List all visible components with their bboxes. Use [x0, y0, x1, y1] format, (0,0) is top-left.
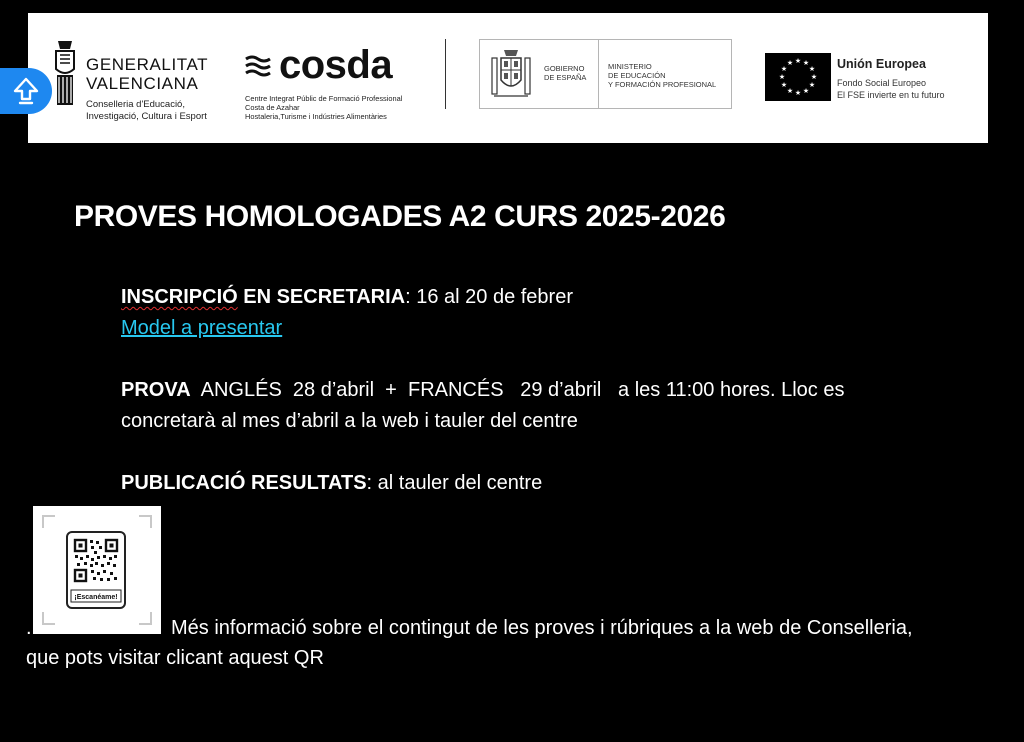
svg-text:★: ★ — [780, 65, 788, 73]
ministerio-line3: Y FORMACIÓN PROFESIONAL — [608, 80, 717, 89]
cosda-logo — [243, 43, 423, 123]
union-europea-logo — [765, 53, 975, 103]
gobierno-separator — [598, 40, 599, 108]
eu-sub-line1: Fondo Social Europeo — [837, 78, 927, 88]
prova-label: PROVA — [121, 379, 191, 401]
spacer — [121, 344, 981, 375]
cosda-sub-line1: Centre Integrat Públic de Formació Professional — [245, 94, 403, 103]
svg-text:★: ★ — [794, 89, 802, 97]
content-section — [121, 282, 981, 499]
inscripcio-value: : 16 al 20 de febrer — [405, 286, 573, 308]
ministerio-line2: DE EDUCACIÓN — [608, 71, 666, 80]
prova-text-line2: concretarà al mes d’abril a la web i tauler del centre — [121, 410, 578, 432]
eu-flag-icon — [765, 53, 831, 101]
eu-title: Unión Europea — [837, 57, 926, 71]
gobierno-espana-logo — [479, 39, 732, 109]
svg-text:★: ★ — [808, 81, 816, 89]
prova-row — [121, 375, 981, 406]
arrow-up-icon — [13, 77, 39, 105]
svg-text:★: ★ — [802, 87, 810, 95]
publicacio-label: PUBLICACIÓ RESULTATS — [121, 472, 367, 494]
publicacio-row — [121, 468, 981, 499]
svg-text:★: ★ — [780, 81, 788, 89]
gva-title-line2: VALENCIANA — [86, 74, 199, 93]
logo-divider — [445, 39, 446, 109]
qr-code-card[interactable] — [33, 506, 161, 634]
model-link[interactable]: Model a presentar — [121, 317, 283, 339]
gobierno-line2: DE ESPAÑA — [544, 73, 587, 82]
gva-sub-line1: Conselleria d'Educació, — [86, 99, 185, 110]
inscripcio-label: INSCRIPCIÓ — [121, 286, 238, 308]
inscripcio-label-rest: EN SECRETARIA — [237, 286, 406, 308]
qr-info-line1: Més informació sobre el contingut de les proves i rúbriques a la web de Conselleria, — [171, 617, 913, 639]
qr-info-line2: que pots visitar clicant aquest QR — [26, 647, 324, 669]
waves-icon — [245, 55, 271, 77]
gva-title-line1: GENERALITAT — [86, 55, 209, 74]
gva-sub-line2: Investigació, Cultura i Esport — [86, 111, 207, 122]
header-logos-banner — [28, 13, 988, 143]
ministerio-line1: MINISTERIO — [608, 62, 652, 71]
qr-code-icon — [33, 506, 161, 634]
eu-sub-line2: El FSE invierte en tu futuro — [837, 90, 945, 100]
inscripcio-row — [121, 282, 981, 313]
gobierno-line1: GOBIERNO — [544, 64, 585, 73]
svg-text:★: ★ — [778, 73, 786, 81]
scroll-up-button[interactable] — [0, 68, 52, 114]
cosda-wordmark: cosda — [279, 43, 393, 87]
coat-of-arms-icon — [488, 46, 534, 102]
svg-text:★: ★ — [786, 59, 794, 67]
qr-caption: ¡Escanéame! — [74, 594, 118, 601]
generalitat-valenciana-logo — [52, 39, 222, 125]
page-title: PROVES HOMOLOGADES A2 CURS 2025-2026 — [74, 200, 726, 233]
generalitat-emblem-icon — [52, 39, 78, 107]
svg-text:★: ★ — [786, 87, 794, 95]
leading-dot: . — [26, 617, 32, 639]
svg-text:★: ★ — [810, 73, 818, 81]
svg-text:★: ★ — [802, 59, 810, 67]
publicacio-value: : al tauler del centre — [366, 472, 543, 494]
spacer — [121, 437, 981, 468]
svg-text:★: ★ — [808, 65, 816, 73]
svg-text:★: ★ — [794, 57, 802, 65]
prova-text-line1: ANGLÉS 28 d’abril + FRANCÉS 29 d’abril a les 11:00 hores. Lloc es — [190, 379, 845, 401]
cosda-sub-line2: Costa de Azahar — [245, 103, 300, 112]
cosda-sub-line3: Hostaleria,Turisme i Indústries Alimentàries — [245, 112, 387, 121]
